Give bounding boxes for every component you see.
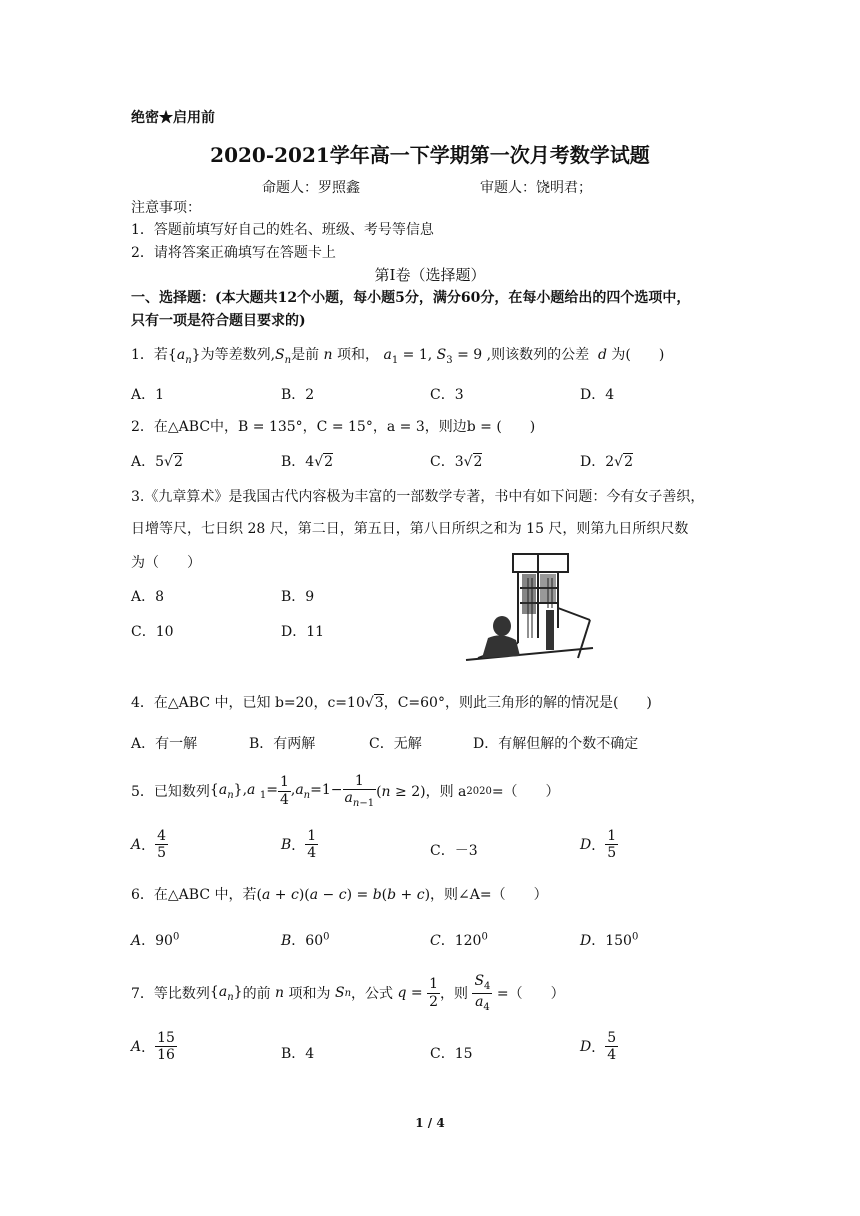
q2-option-a: A．5√2: [131, 454, 183, 470]
q6-option-c: C．$120^0$: [430, 931, 488, 949]
q3-option-b: B．9: [281, 589, 315, 605]
question-4: 4．在△ABC 中，已知 b=20，c=10√3，C=60°，则此三角形的解的情况是( ): [131, 695, 652, 711]
question-5: 5．已知数列 $\{a_n\},a$ $_1$= $\frac{1}{4}$ $,a_n=1-$ $\frac{1}{a_{n-1}}$ (n ≥ 2)， 则 a 2020 =（ ）: [131, 772, 560, 809]
secret-mark: 绝密★启用前: [131, 110, 215, 126]
q5-option-c: C．－3: [430, 843, 478, 859]
section-instruction-2: 只有一项是符合题目要求的): [131, 313, 306, 329]
q2-option-c: C．3√2: [430, 454, 483, 470]
question-3-line-1: 3.《九章算术》是我国古代内容极为丰富的一部数学专著，书中有如下问题：今有女子善织，: [131, 489, 705, 505]
q6-option-b: B．$60^0$: [281, 931, 330, 949]
question-7: 7．等比数列 $\{a_n\}$ 的前 n 项和为 S n ，公式 q = $\frac{1}{2}$ ，则 $\frac{S_4}{a_4}$ =（ ）: [131, 973, 565, 1013]
question-6: 6．在△ABC 中，若(a + c)(a − c) = b(b + c)，则∠A=（ ）: [131, 887, 548, 903]
q2-option-d: D．2√2: [580, 454, 633, 470]
question-2: 2．在△ABC中，B = 135°，C = 15°，a = 3，则边b = ( ): [131, 419, 536, 435]
q3-option-d: D．11: [281, 624, 325, 640]
q6-option-d: D．$150^0$: [580, 931, 639, 949]
q3-option-c: C．10: [131, 624, 174, 640]
q5-option-a: A ． $\frac{4}{5}$: [131, 828, 167, 862]
q3-option-a: A．8: [131, 589, 165, 605]
q4-option-a: A．有一解: [131, 736, 198, 752]
question-3-line-2: 日增等尺，七日织 28 尺，第二日，第五日，第八日所织之和为 15 尺，则第九日所织尺数: [131, 521, 689, 537]
q6-option-a: A．$90^0$: [131, 931, 180, 949]
weaving-loom-illustration: [458, 548, 598, 666]
q7-option-c: C．15: [430, 1046, 473, 1062]
q1-number: 1．若: [131, 347, 168, 363]
notes-item-2: 2．请将答案正确填写在答题卡上: [131, 245, 336, 261]
question-3-line-3: 为（ ）: [131, 555, 201, 571]
q1-option-d: D．4: [580, 387, 615, 403]
q5-option-b: B ． $\frac{1}{4}$: [281, 828, 317, 862]
section-instruction-1: 一、选择题：(本大题共12个小题，每小题5分，满分60分，在每小题给出的四个选项中，: [131, 290, 691, 306]
page-number: 1 / 4: [415, 1116, 445, 1130]
notes-item-1: 1．答题前填写好自己的姓名、班级、考号等信息: [131, 222, 434, 238]
q4-option-b: B．有两解: [249, 736, 316, 752]
q1-formula-seq: $\{a_n\}$: [167, 347, 201, 366]
proposer: 命题人：罗照鑫: [262, 180, 360, 196]
q1-option-b: B．2: [281, 387, 315, 403]
question-1: 1．若$\{a_n\}$为等差数列$,S_n$是前 n 项和， $a_1 = 1$, $S_3 = 9$ ,则该数列的公差 d 为( ): [131, 347, 665, 366]
q7-option-a: A ． $\frac{15}{16}$: [131, 1030, 175, 1064]
q1-option-a: A．1: [131, 387, 165, 403]
q4-option-c: C．无解: [369, 736, 422, 752]
q4-option-d: D．有解但解的个数不确定: [473, 736, 639, 752]
q7-option-d: D ． $\frac{5}{4}$: [580, 1030, 617, 1064]
q7-option-b: B．4: [281, 1046, 315, 1062]
q1-option-c: C．3: [430, 387, 464, 403]
notes-heading: 注意事项：: [131, 200, 201, 216]
q2-option-b: B．4√2: [281, 454, 334, 470]
section-title: 第Ⅰ卷（选择题）: [374, 266, 486, 284]
reviewer: 审题人：饶明君；: [480, 180, 592, 196]
page-title: 2020-2021学年高一下学期第一次月考数学试题: [210, 143, 650, 167]
q5-option-d: D ． $\frac{1}{5}$: [580, 828, 617, 862]
